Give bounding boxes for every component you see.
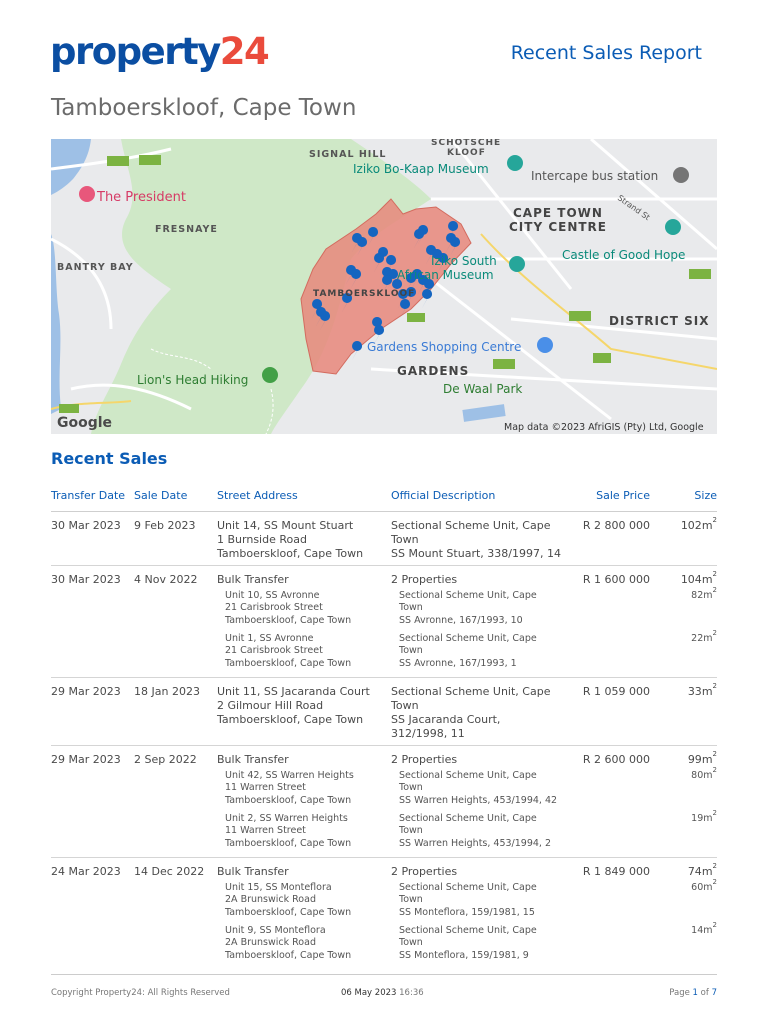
unit-address: Unit 1, SS Avronne 21 Carisbrook Street Tamboerskloof, Cape Town (225, 633, 352, 669)
map-label-strand-st: Strand St (615, 193, 652, 223)
official-description: Sectional Scheme Unit, Cape Town SS Jacaranda Court, 312/1998, 11 (391, 685, 551, 740)
museum-marker-icon (507, 155, 523, 171)
sale-date: 14 Dec 2022 (134, 865, 205, 878)
copyright: Copyright Property24: All Rights Reserved (51, 988, 230, 998)
map-label-gardens-centre: Gardens Shopping Centre (367, 340, 522, 354)
sale-price: R 1 059 000 (582, 685, 650, 698)
report-title: Recent Sales Report (510, 42, 702, 64)
map-label-african-museum: African Museum (397, 268, 494, 282)
table-row (51, 566, 717, 678)
col-size: Size (694, 489, 717, 502)
unit-size: $60m^2$ (691, 877, 717, 893)
unit-size: $22m^2$ (691, 628, 717, 644)
official-description: 2 Properties (391, 573, 458, 586)
unit-address: Unit 15, SS Monteflora 2A Brunswick Road Tamboerskloof, Cape Town (225, 882, 352, 918)
map-label-schotsche-kloof: SCHOTSCHE (431, 139, 502, 148)
sale-date: 9 Feb 2023 (134, 519, 196, 532)
unit-description: Sectional Scheme Unit, Cape Town SS Avronne, 167/1993, 10 (399, 590, 537, 626)
unit-size: $80m^2$ (691, 765, 717, 781)
bulk-unit (51, 808, 717, 853)
page-number: Page 1 of 7 (669, 988, 717, 998)
unit-description: Sectional Scheme Unit, Cape Town SS Warren Heights, 453/1994, 42 (399, 770, 558, 806)
map-label-city-centre: CAPE TOWN (513, 206, 603, 220)
map-label-iziko-south: Iziko South (431, 254, 497, 268)
unit-size: $19m^2$ (691, 808, 717, 824)
unit-address: Unit 10, SS Avronne 21 Carisbrook Street Tamboerskloof, Cape Town (225, 590, 352, 626)
street-address: Bulk Transfer (217, 865, 289, 878)
col-sale-date: Sale Date (134, 489, 188, 502)
map-label-de-waal-park: De Waal Park (443, 382, 523, 396)
unit-address: Unit 2, SS Warren Heights 11 Warren Street Tamboerskloof, Cape Town (225, 813, 352, 849)
sale-price: R 1 849 000 (582, 865, 650, 878)
map-label-city-centre-2: CITY CENTRE (509, 220, 607, 234)
unit-address: Unit 9, SS Monteflora 2A Brunswick Road Tamboerskloof, Cape Town (225, 925, 352, 961)
map-label-gardens: GARDENS (397, 364, 470, 378)
museum-marker-icon-2 (509, 256, 525, 272)
bulk-unit (51, 628, 717, 673)
table-row (51, 746, 717, 858)
map-label-signal-hill: SIGNAL HILL (309, 149, 387, 160)
table-header (51, 488, 717, 512)
area-title: Tamboerskloof, Cape Town (51, 95, 357, 121)
map-label-president: The President (97, 190, 186, 205)
castle-marker-icon (665, 219, 681, 235)
sale-date: 2 Sep 2022 (134, 753, 197, 766)
transfer-date: 29 Mar 2023 (51, 753, 121, 766)
area-map[interactable] (51, 139, 717, 434)
table-row (51, 858, 717, 970)
recent-sales-table (51, 488, 717, 970)
official-description: Sectional Scheme Unit, Cape Town SS Mount Stuart, 338/1997, 14 (391, 519, 561, 560)
unit-description: Sectional Scheme Unit, Cape Town SS Avronne, 167/1993, 1 (399, 633, 537, 669)
map-label-bantry-bay: BANTRY BAY (57, 262, 134, 273)
unit-size: $14m^2$ (691, 920, 717, 936)
size: $102m^2$ (680, 516, 717, 532)
unit-description: Sectional Scheme Unit, Cape Town SS Monteflora, 159/1981, 9 (399, 925, 537, 961)
col-street-address: Street Address (217, 489, 298, 502)
hiking-marker-icon (262, 367, 278, 383)
transfer-date: 30 Mar 2023 (51, 519, 121, 532)
sale-date: 4 Nov 2022 (134, 573, 198, 586)
bulk-unit (51, 877, 717, 922)
unit-size: $82m^2$ (691, 585, 717, 601)
size: $104m^2$ (680, 570, 717, 586)
map-attribution: Map data ©2023 AfriGIS (Pty) Ltd, Google (504, 422, 704, 433)
size: $74m^2$ (687, 862, 717, 878)
map-label-district-six: DISTRICT SIX (609, 314, 710, 328)
bulk-unit (51, 765, 717, 810)
bulk-unit (51, 585, 717, 630)
size: $99m^2$ (687, 750, 717, 766)
unit-address: Unit 42, SS Warren Heights 11 Warren Street Tamboerskloof, Cape Town (225, 770, 354, 806)
col-official-description: Official Description (391, 489, 496, 502)
map-label-castle: Castle of Good Hope (562, 248, 686, 262)
transfer-date: 29 Mar 2023 (51, 685, 121, 698)
size: $33m^2$ (687, 682, 717, 698)
unit-description: Sectional Scheme Unit, Cape Town SS Monteflora, 159/1981, 15 (399, 882, 537, 918)
transfer-date: 24 Mar 2023 (51, 865, 121, 878)
official-description: 2 Properties (391, 753, 458, 766)
unit-description: Sectional Scheme Unit, Cape Town SS Warren Heights, 453/1994, 2 (399, 813, 551, 849)
report-date: 06 May 2023 16:36 (341, 988, 424, 998)
street-address: Unit 14, SS Mount Stuart 1 Burnside Road Tamboerskloof, Cape Town (217, 519, 364, 560)
shopping-marker-icon (537, 337, 553, 353)
map-label-bokaap: Iziko Bo-Kaap Museum (353, 162, 489, 176)
bus-station-marker-icon (673, 167, 689, 183)
map-label-tamboerskloof: TAMBOERSKLOOF (313, 289, 416, 299)
street-address: Bulk Transfer (217, 573, 289, 586)
google-logo: Google (57, 415, 113, 431)
bulk-unit (51, 920, 717, 965)
property24-logo[interactable]: property24 (50, 30, 269, 73)
map-label-intercape: Intercape bus station (531, 169, 659, 183)
sale-price: R 1 600 000 (582, 573, 650, 586)
sale-price: R 2 800 000 (582, 519, 650, 532)
map-label-fresnaye: FRESNAYE (155, 224, 218, 235)
recent-sales-heading: Recent Sales (51, 449, 168, 468)
hotel-marker-icon (79, 186, 95, 202)
sale-price: R 2 600 000 (582, 753, 650, 766)
street-address: Bulk Transfer (217, 753, 289, 766)
official-description: 2 Properties (391, 865, 458, 878)
table-row (51, 678, 717, 746)
map-label-lions-head: Lion's Head Hiking (137, 373, 249, 387)
col-transfer-date: Transfer Date (51, 489, 126, 502)
map-label-kloof: KLOOF (447, 148, 486, 158)
transfer-date: 30 Mar 2023 (51, 573, 121, 586)
col-sale-price: Sale Price (596, 489, 650, 502)
page-footer (51, 974, 717, 1004)
table-row (51, 512, 717, 566)
sale-date: 18 Jan 2023 (134, 685, 200, 698)
street-address: Unit 11, SS Jacaranda Court 2 Gilmour Hill Road Tamboerskloof, Cape Town (217, 685, 370, 726)
